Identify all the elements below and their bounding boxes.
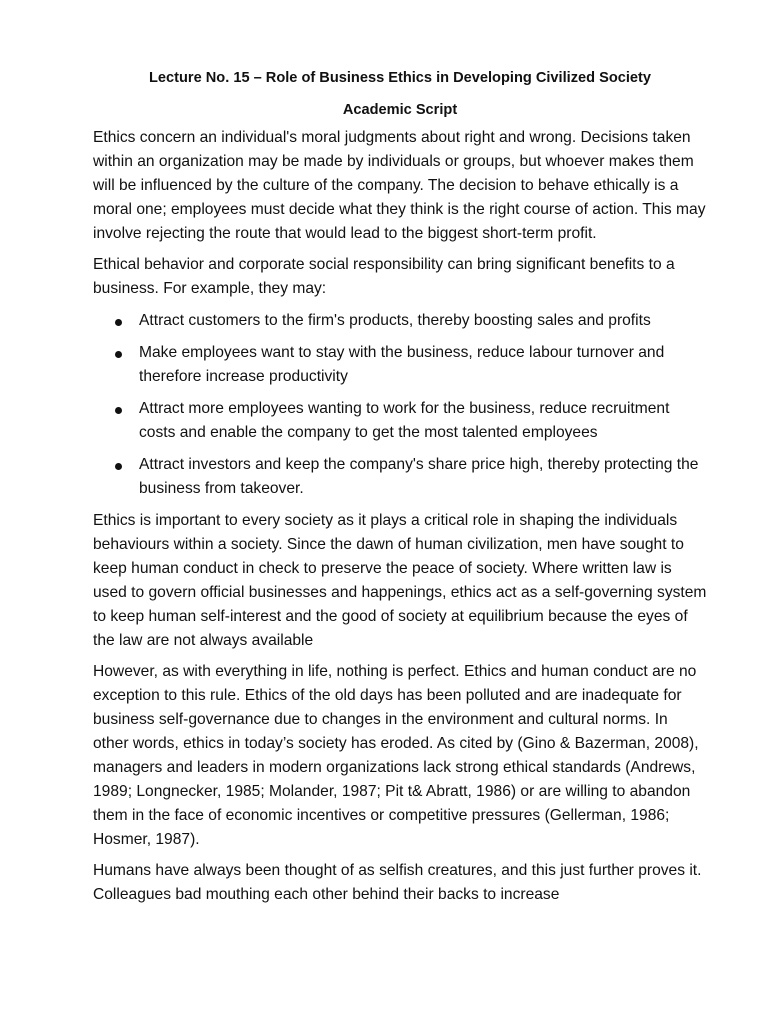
bullet-item bbox=[93, 453, 707, 501]
bullet-icon bbox=[115, 351, 122, 358]
bullet-icon bbox=[115, 463, 122, 470]
document-title: Lecture No. 15 – Role of Business Ethics in Developing Civilized Society bbox=[149, 70, 651, 86]
bullet-item bbox=[93, 309, 707, 333]
bullet-list bbox=[93, 309, 707, 501]
paragraph: Ethics concern an individual's moral judgments about right and wrong. Decisions taken within an organization may be made by individuals or groups, but whoever makes them will be influenced by the culture of the company. The decision to behave ethically is a moral one; employees must decide what they think is the right course of action. This may involve rejecting the route that would lead to the biggest short-term profit. bbox=[93, 129, 706, 242]
document-subtitle: Academic Script bbox=[342, 102, 458, 118]
bullet-text: Make employees want to stay with the business, reduce labour turnover and therefore increase productivity bbox=[139, 344, 665, 385]
paragraph: However, as with everything in life, nothing is perfect. Ethics and human conduct are no exception to this rule. Ethics of the old days has been polluted and are inadequate for business self-governance due to changes in the environment and cultural norms. In other words, ethics in today’s society has eroded. As cited by (Gino & Bazerman, 2008), managers and leaders in modern organizations lack strong ethical standards (Andrews, 1989; Longnecker, 1985; Molander, 1987; Pit t& Abratt, 1986) or are willing to abandon them in the face of economic incentives or competitive pressures (Gellerman, 1986; Hosmer, 1987). bbox=[93, 663, 699, 848]
bullet-text: Attract customers to the firm's products, thereby boosting sales and profits bbox=[139, 312, 651, 329]
bullet-item bbox=[93, 397, 707, 445]
document-body bbox=[93, 66, 707, 907]
bullet-item bbox=[93, 341, 707, 389]
bullet-text: Attract investors and keep the company's share price high, thereby protecting the business from takeover. bbox=[139, 456, 699, 497]
bullet-icon bbox=[115, 407, 122, 414]
bullet-icon bbox=[115, 319, 122, 326]
paragraph: Ethics is important to every society as it plays a critical role in shaping the individuals behaviours within a society. Since the dawn of human civilization, men have sought to keep human conduct in check to preserve the peace of society. Where written law is used to govern official businesses and happenings, ethics act as a self-governing system to keep human self-interest and the good of society at equilibrium because the eyes of the law are not always available bbox=[93, 512, 707, 649]
paragraph: Humans have always been thought of as selfish creatures, and this just further proves it. Colleagues bad mouthing each other behind their backs to increase bbox=[93, 862, 702, 903]
bullet-text: Attract more employees wanting to work for the business, reduce recruitment costs and enable the company to get the most talented employees bbox=[139, 400, 670, 441]
paragraph: Ethical behavior and corporate social responsibility can bring significant benefits to a business. For example, they may: bbox=[93, 256, 675, 297]
